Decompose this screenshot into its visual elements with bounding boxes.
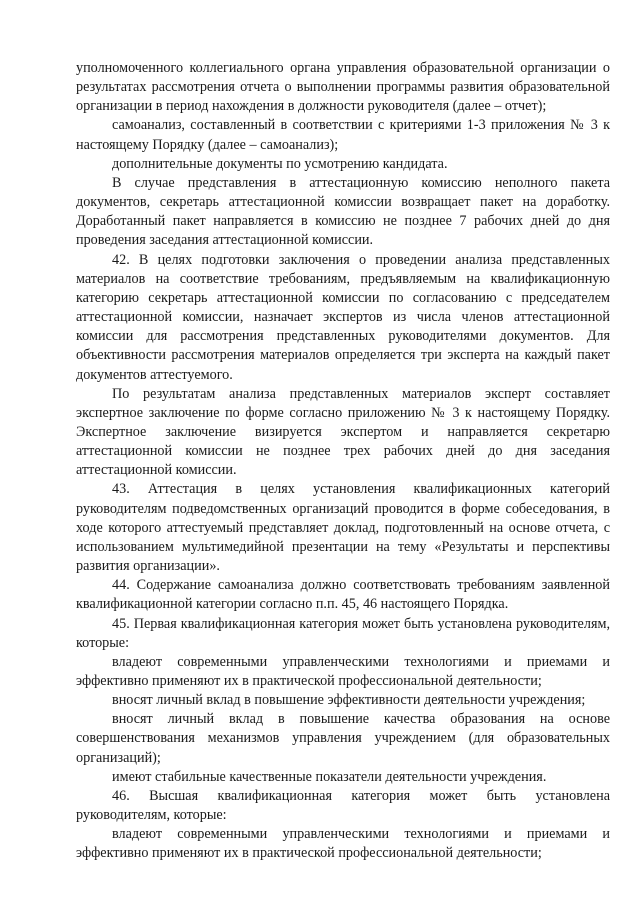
paragraph-11: вносят личный вклад в повышение эффективности деятельности учреждения; <box>112 692 586 709</box>
paragraph-4: В случае представления в аттестационную комиссию неполного пакета документов, секретарь аттестационной комиссии возвращает пакет на доработку. Доработанный пакет направляется в комиссию не позднее 7 рабочих дней до дня проведения заседания аттестационной комиссии. <box>76 174 610 249</box>
paragraph-2: самоанализ, составленный в соответствии с критериями 1-3 приложения № 3 к настоящему Порядку (далее – самоанализ); <box>76 117 610 153</box>
paragraph-6: По результатам анализа представленных материалов эксперт составляет экспертное заключение по форме согласно приложению № 3 к настоящему Порядку. Экспертное заключение визируется экспертом и направляется секретарю аттестационной комиссии не позднее трех рабочих дней до дня заседания аттестационной комиссии. <box>76 385 610 479</box>
paragraph-5: 42. В целях подготовки заключения о проведении анализа представленных материалов на соответствие требованиям, предъявляемым на квалификационную категорию секретарь аттестационной комиссии по согласованию с председателем аттестационной комиссии, назначает экспертов из числа членов аттестационной комиссии для рассмотрения представленных руководителями документов. Для объективности рассмотрения материалов определяется три эксперта на каждый пакет документов аттестуемого. <box>76 251 610 383</box>
paragraph-1: уполномоченного коллегиального органа управления образовательной организации о результатах рассмотрения отчета о выполнении программы развития образовательной организации в период нахождения в должности руководителя (далее – отчет); <box>76 60 610 115</box>
paragraph-10: владеют современными управленческими технологиями и приемами и эффективно применяют их в практической профессиональной деятельности; <box>76 653 610 689</box>
paragraph-7: 43. Аттестация в целях установления квалификационных категорий руководителям подведомственных организаций проводится в форме собеседования, в ходе которого аттестуемый представляет доклад, подготовленный на основе отчета, с использованием мультимедийной презентации на тему «Результаты и перспективы развития организации». <box>76 481 610 575</box>
paragraph-15: владеют современными управленческими технологиями и приемами и эффективно применяют их в практической профессиональной деятельности; <box>76 826 610 862</box>
paragraph-14: 46. Высшая квалификационная категория может быть установлена руководителям, которые: <box>76 787 610 824</box>
paragraph-9: 45. Первая квалификационная категория может быть установлена руководителям, которые: <box>76 615 610 651</box>
paragraph-12: вносят личный вклад в повышение качества образования на основе совершенствования механизмов управления учреждением (для образовательных организаций); <box>76 711 610 766</box>
paragraph-3: дополнительные документы по усмотрению кандидата. <box>112 155 448 172</box>
paragraph-8: 44. Содержание самоанализа должно соответствовать требованиям заявленной квалификационной категории согласно п.п. 45, 46 настоящего Порядка. <box>76 577 610 613</box>
paragraph-13: имеют стабильные качественные показатели деятельности учреждения. <box>112 768 547 785</box>
document-page <box>76 59 610 864</box>
